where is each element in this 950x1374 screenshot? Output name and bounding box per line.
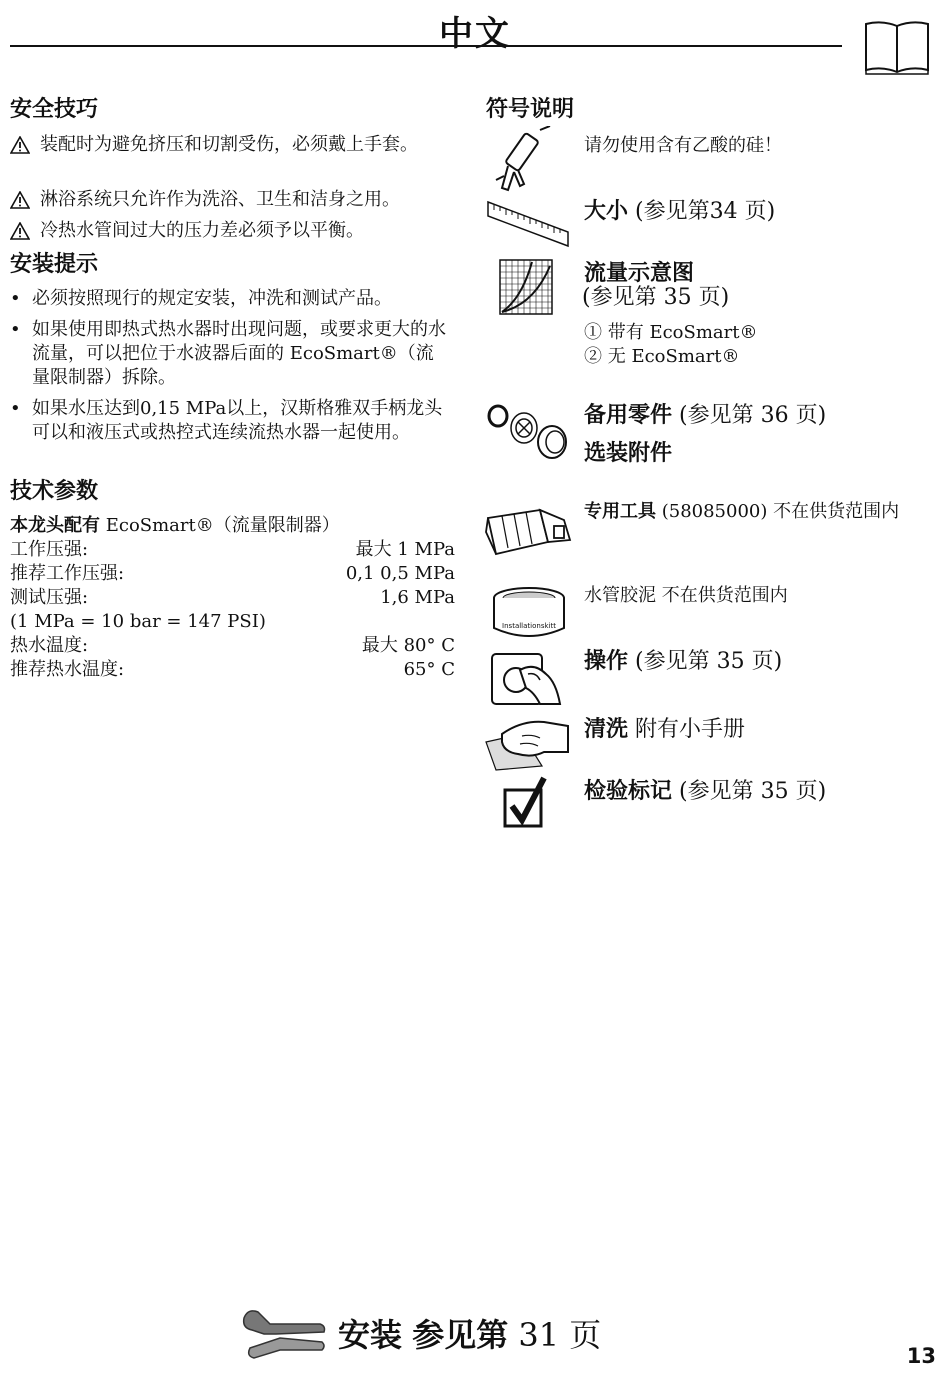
tech-intro-rest: EcoSmart®（流量限制器）: [100, 515, 340, 536]
cleaning-label: [584, 712, 745, 743]
header-rule: [10, 45, 842, 47]
tech-heading: 技术参数: [10, 478, 99, 504]
book-icon: [864, 18, 930, 76]
spec-value: 65° C: [403, 659, 455, 680]
inspection-bold: 检验标记: [584, 778, 673, 804]
safety-item: [10, 133, 450, 161]
bullet-icon: •: [10, 319, 21, 340]
size-rest: (参见第34 页): [628, 199, 776, 224]
install-item: [10, 397, 450, 445]
install-item-text: 如果使用即热式热水器时出现问题，或要求更大的水流量，可以把位于水波器后面的 EcoSmart®（流量限制器）拆除。: [32, 319, 446, 388]
ruler-icon: [486, 198, 570, 248]
pipe-paste-can-icon: [490, 584, 568, 642]
spare-bold: 备用零件: [584, 402, 673, 428]
spec-row: [10, 586, 455, 610]
operation-bold: 操作: [584, 648, 629, 674]
footer-rest: 31 页: [508, 1316, 602, 1354]
footer-bold: 安装: [338, 1316, 403, 1354]
spec-label: 热水温度:: [10, 635, 89, 656]
silicone-gun-icon: [492, 126, 554, 196]
optional-accessories-label: 选装附件: [584, 440, 673, 466]
cleaning-rest: 附有小手册: [628, 717, 746, 742]
tool-bold: 专用工具: [584, 501, 656, 522]
pipe-paste-text: 水管胶泥 不在供货范围内: [584, 585, 788, 606]
operation-rest: (参见第 35 页): [628, 649, 783, 674]
operation-hand-icon: [490, 652, 564, 706]
tool-rest: (58085000) 不在供货范围内: [656, 501, 900, 522]
page-number: 13: [906, 1344, 936, 1368]
spec-row: [10, 610, 455, 634]
install-heading: 安装提示: [10, 251, 99, 277]
spec-label: 推荐工作压强:: [10, 563, 125, 584]
flow-item-with-ecosmart: ① 带有 EcoSmart®: [584, 322, 758, 343]
safety-heading: 安全技巧: [10, 96, 99, 122]
footer-bold2: 参见第: [412, 1316, 509, 1354]
safety-item-text: 装配时为避免挤压和切割受伤，必须戴上手套。: [40, 134, 418, 155]
safety-item: [10, 219, 450, 247]
checkmark-icon: [502, 776, 548, 828]
spec-value: 0,1 0,5 MPa: [345, 563, 455, 584]
safety-item: [10, 188, 450, 216]
warning-icon: [10, 219, 40, 247]
bullet-icon: •: [10, 288, 21, 309]
spec-value: 最大 80° C: [361, 635, 455, 656]
warning-icon: [10, 133, 40, 161]
size-label: [584, 194, 775, 225]
flow-rest: (参见第 35 页): [582, 285, 730, 310]
install-item: [10, 318, 450, 390]
page-title: 中文: [439, 14, 511, 54]
spec-row: [10, 634, 455, 658]
spec-row: [10, 538, 455, 562]
safety-item-text: 冷热水管间过大的压力差必须予以平衡。: [40, 220, 364, 241]
spec-value: 最大 1 MPa: [355, 539, 455, 560]
tech-intro-bold: 本龙头配有: [10, 515, 100, 536]
flow-bold: 流量示意图: [584, 260, 695, 286]
footer-install-reference: [338, 1310, 601, 1356]
spec-value: 1,6 MPa: [380, 587, 455, 608]
cleaning-bold: 清洗: [584, 716, 629, 742]
spec-label: (1 MPa = 10 bar = 147 PSI): [10, 611, 266, 632]
operation-label: [584, 644, 782, 675]
size-bold: 大小: [584, 198, 629, 224]
spec-label: 测试压强:: [10, 587, 89, 608]
spec-row: [10, 658, 455, 682]
install-item-text: 如果水压达到0,15 MPa以上，汉斯格雅双手柄龙头可以和液压式或热控式连续流热水器一起使用。: [32, 398, 443, 443]
spare-parts-icon: [486, 402, 570, 460]
spare-rest: (参见第 36 页): [672, 403, 827, 428]
flow-item-without-ecosmart: ② 无 EcoSmart®: [584, 346, 740, 367]
cleaning-hand-icon: [482, 712, 570, 772]
bullet-icon: •: [10, 398, 21, 419]
inspection-label: [584, 774, 826, 805]
warning-icon: [10, 188, 40, 216]
spec-label: 工作压强:: [10, 539, 89, 560]
spec-label: 推荐热水温度:: [10, 659, 125, 680]
spec-row: [10, 562, 455, 586]
install-item: [10, 287, 450, 311]
safety-item-text: 淋浴系统只允许作为洗浴、卫生和洁身之用。: [40, 189, 400, 210]
special-tool-label: [584, 500, 899, 524]
tech-intro: [10, 514, 340, 538]
can-label: Installationskitt: [502, 622, 556, 630]
symbols-heading: 符号说明: [486, 96, 575, 122]
inspection-rest: (参见第 35 页): [672, 779, 827, 804]
spare-parts-label: [584, 398, 826, 429]
wrench-icon: [240, 1304, 328, 1360]
install-item-text: 必须按照现行的规定安装，冲洗和测试产品。: [32, 288, 392, 309]
special-tool-icon: [484, 502, 574, 562]
silicone-text: 请勿使用含有乙酸的硅！: [584, 135, 782, 156]
flow-chart-icon: [498, 258, 554, 316]
